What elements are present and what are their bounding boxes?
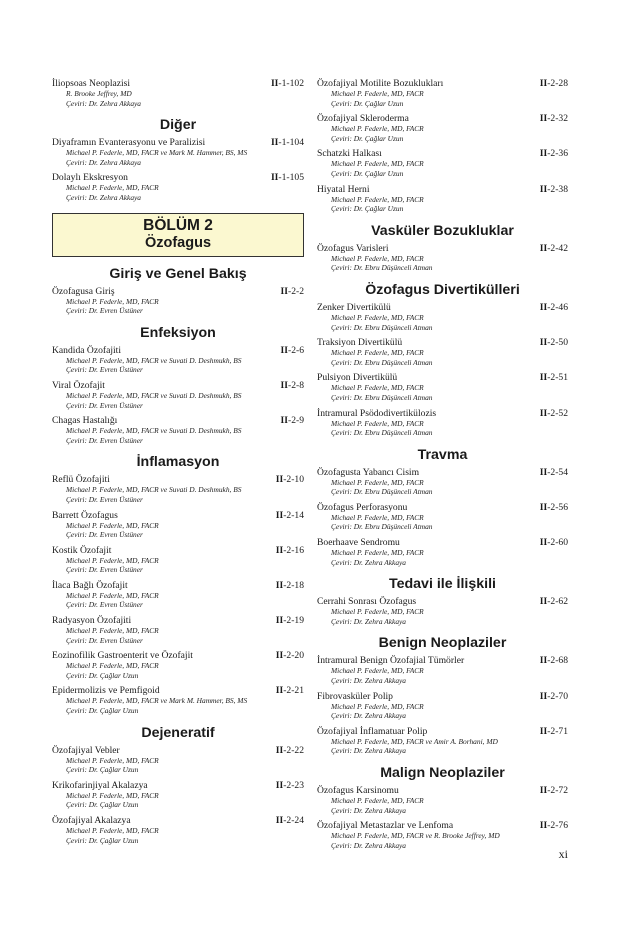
entry-title: Kandida Özofajiti (52, 344, 121, 356)
entry-title: Barrett Özofagus (52, 509, 118, 521)
toc-right-column (317, 78, 568, 855)
section-heading: Vasküler Bozukluklar (371, 222, 514, 239)
entry-page-number (270, 815, 304, 826)
entry-title: Özofajiyal Motilite Bozuklukları (317, 78, 444, 89)
page-part-prefix: II (539, 78, 548, 89)
page-number-rest: -2-60 (547, 537, 568, 549)
author-line: Michael P. Federle, MD, FACR (66, 626, 159, 636)
entry-page-number (270, 545, 304, 556)
page-number-rest: -2-50 (547, 337, 568, 349)
toc-entry-barrett-ozofagus (52, 510, 304, 540)
section-heading: Benign Neoplaziler (378, 635, 507, 652)
toc-entry-schatzki-halkasi (317, 148, 568, 178)
author-line: Michael P. Federle, MD, FACR (331, 348, 424, 358)
entry-title: Reflü Özofajiti (52, 474, 110, 486)
toc-entry-row (317, 691, 568, 702)
page-number: xi (558, 847, 568, 861)
chapter-number: BÖLÜM 2 (143, 216, 213, 234)
toc-entry-ozofajiyal-vebler (52, 745, 304, 775)
toc-entry-row (317, 78, 568, 89)
author-line: Michael P. Federle, MD, FACR (66, 826, 159, 835)
translator-line: Çeviri: Dr. Zehra Akkaya (331, 711, 406, 721)
toc-entry-row (317, 372, 568, 383)
toc-entry-row (52, 415, 304, 426)
entry-page-number (270, 745, 304, 756)
entry-page-number (534, 691, 568, 702)
section-heading: Enfeksiyon (140, 324, 216, 341)
page-number-rest: -2-32 (547, 113, 568, 125)
toc-entry-row (52, 286, 304, 297)
page-part-prefix: II (275, 544, 284, 556)
page-part-prefix: II (539, 820, 548, 832)
toc-entry-row (317, 148, 568, 159)
entry-page-number (534, 820, 568, 831)
entry-title: İntramural Benign Özofajial Tümörler (317, 655, 465, 667)
entry-title: Schatzki Halkası (317, 148, 382, 160)
entry-title: Zenker Divertikülü (317, 301, 391, 313)
toc-entry-intramural-psododivertikulozis (317, 408, 568, 438)
page-part-prefix: II (539, 655, 548, 667)
entry-title: İlaca Bağlı Özofajit (52, 579, 128, 591)
toc-entry-epidermolizis-ve-pemfigoid (52, 685, 304, 715)
page-part-prefix: II (539, 407, 548, 419)
author-line: Michael P. Federle, MD, FACR (66, 590, 159, 600)
translator-line: Çeviri: Dr. Çağlar Uzun (66, 800, 139, 810)
toc-entry-iliopsoas-neoplazisi (52, 78, 304, 108)
toc-entry-ozofagus-perforasyonu (317, 502, 568, 532)
entry-title: İntramural Psödodivertikülozis (317, 407, 437, 419)
translator-line: Çeviri: Dr. Çağlar Uzun (331, 133, 404, 143)
toc-left-column (52, 78, 304, 850)
toc-entry-traksiyon-divertikulu (317, 337, 568, 367)
page-part-prefix: II (539, 301, 548, 313)
page-part-prefix: II (275, 579, 284, 591)
entry-page-number (275, 415, 304, 426)
entry-title: Özofajiyal Akalazya (52, 815, 131, 826)
entry-page-number (275, 345, 304, 356)
page-number-rest: -2-10 (283, 474, 304, 486)
page-part-prefix: II (539, 242, 548, 254)
toc-entry-zenker-divertikulu (317, 302, 568, 332)
entry-page-number (534, 655, 568, 666)
toc-entry-row (52, 380, 304, 391)
entry-page-number (270, 685, 304, 696)
page-number-rest: -2-36 (547, 148, 568, 160)
author-line: Michael P. Federle, MD, FACR (331, 512, 424, 522)
author-line: Michael P. Federle, MD, FACR ve Suvati D. Deshmukh, BS (66, 355, 242, 365)
entry-page-number (534, 726, 568, 737)
toc-entry-row (52, 345, 304, 356)
page-number-rest: -2-23 (283, 779, 304, 791)
toc-entry-row (317, 655, 568, 666)
page-part-prefix: II (280, 379, 289, 391)
translator-line: Çeviri: Dr. Çağlar Uzun (331, 204, 404, 214)
author-line: Michael P. Federle, MD, FACR (331, 701, 424, 711)
translator-line: Çeviri: Dr. Çağlar Uzun (331, 98, 404, 108)
page-part-prefix: II (539, 785, 548, 796)
translator-line: Çeviri: Dr. Zehra Akkaya (331, 805, 406, 815)
page-part-prefix: II (275, 650, 284, 662)
chapter-name: Özofagus (144, 234, 212, 251)
page-part-prefix: II (275, 474, 284, 486)
entry-page-number (270, 615, 304, 626)
toc-entry-cerrahi-sonrasi-ozofagus (317, 596, 568, 626)
page-number-rest: -2-20 (283, 650, 304, 662)
author-line: Michael P. Federle, MD, FACR ve Suvati D. Deshmukh, BS (66, 485, 242, 495)
translator-line: Çeviri: Dr. Ebru Düşünceli Atman (331, 428, 433, 438)
translator-line: Çeviri: Dr. Ebru Düşünceli Atman (331, 392, 433, 402)
page-number-rest: -2-42 (547, 242, 568, 254)
toc-entry-radyasyon-ozofajiti (52, 615, 304, 645)
translator-line: Çeviri: Dr. Zehra Akkaya (331, 616, 406, 626)
section-heading: İnflamasyon (136, 454, 220, 471)
author-line: Michael P. Federle, MD, FACR (66, 520, 159, 530)
toc-entry-row (317, 596, 568, 607)
page-part-prefix: II (270, 172, 279, 184)
page-number-rest: -1-102 (278, 78, 304, 89)
page-number-rest: -2-38 (547, 183, 568, 195)
chapter-title-box (52, 213, 304, 257)
page-number-rest: -2-68 (547, 655, 568, 667)
toc-entry-ozofagus-karsinomu (317, 785, 568, 815)
toc-entry-row (52, 780, 304, 791)
entry-page-number (534, 502, 568, 513)
entry-title: Özofagusta Yabancı Cisim (317, 466, 420, 478)
author-line: Michael P. Federle, MD, FACR ve Mark M. Hammer, BS, MS (66, 148, 248, 158)
toc-entry-row (52, 650, 304, 661)
entry-page-number (270, 650, 304, 661)
translator-line: Çeviri: Dr. Evren Üstüner (66, 400, 143, 410)
toc-entry-row (52, 137, 304, 148)
author-line: Michael P. Federle, MD, FACR (331, 548, 424, 558)
author-line: Michael P. Federle, MD, FACR (331, 607, 424, 617)
page-number-rest: -2-6 (288, 344, 304, 356)
page-part-prefix: II (539, 725, 548, 737)
section-heading: Tedavi ile İlişkili (389, 576, 496, 593)
entry-page-number (275, 380, 304, 391)
page-part-prefix: II (539, 596, 548, 608)
page-part-prefix: II (275, 779, 284, 791)
author-line: Michael P. Federle, MD, FACR (66, 661, 159, 671)
translator-line: Çeviri: Dr. Ebru Düşünceli Atman (331, 263, 433, 273)
page-part-prefix: II (275, 615, 284, 627)
translator-line: Çeviri: Dr. Evren Üstüner (66, 600, 143, 610)
page-number-rest: -1-104 (278, 137, 304, 149)
entry-page-number (275, 286, 304, 297)
author-line: Michael P. Federle, MD, FACR (331, 666, 424, 676)
entry-page-number (270, 510, 304, 521)
entry-title: Eozinofilik Gastroenterit ve Özofajit (52, 650, 193, 662)
author-line: Michael P. Federle, MD, FACR (66, 296, 159, 306)
toc-entry-row (317, 337, 568, 348)
page-number-rest: -2-21 (283, 685, 304, 697)
entry-page-number (534, 467, 568, 478)
entry-page-number (534, 113, 568, 124)
toc-entry-hiyatal-herni (317, 184, 568, 214)
page-number-rest: -2-28 (547, 78, 568, 89)
entry-page-number (534, 243, 568, 254)
entry-page-number (265, 172, 304, 183)
toc-entry-row (52, 580, 304, 591)
page-part-prefix: II (539, 690, 548, 702)
author-line: Michael P. Federle, MD, FACR (331, 194, 424, 204)
translator-line: Çeviri: Dr. Çağlar Uzun (66, 765, 139, 775)
toc-entry-kandida-ozofajiti (52, 345, 304, 375)
translator-line: Çeviri: Dr. Zehra Akkaya (66, 98, 141, 108)
translator-line: Çeviri: Dr. Ebru Düşünceli Atman (331, 522, 433, 532)
entry-page-number (265, 137, 304, 148)
page-part-prefix: II (539, 113, 548, 125)
toc-entry-row (317, 467, 568, 478)
page-number-rest: -2-46 (547, 301, 568, 313)
entry-title: Hiyatal Herni (317, 183, 370, 195)
toc-entry-row (317, 302, 568, 313)
toc-entry-row (317, 502, 568, 513)
translator-line: Çeviri: Dr. Zehra Akkaya (66, 192, 141, 202)
toc-entry-row (52, 745, 304, 756)
section-heading: Diğer (159, 117, 197, 134)
author-line: Michael P. Federle, MD, FACR (331, 312, 424, 322)
page-number-rest: -2-72 (547, 785, 568, 796)
toc-entry-ozofajiyal-inflamatuar-polip (317, 726, 568, 756)
author-line: Michael P. Federle, MD, FACR (331, 796, 424, 805)
page-part-prefix: II (275, 509, 284, 521)
translator-line: Çeviri: Dr. Evren Üstüner (66, 494, 143, 504)
translator-line: Çeviri: Dr. Çağlar Uzun (66, 835, 139, 845)
entry-page-number (270, 780, 304, 791)
page-number-rest: -2-56 (547, 501, 568, 513)
translator-line: Çeviri: Dr. Ebru Düşünceli Atman (331, 487, 433, 497)
toc-entry-row (52, 510, 304, 521)
page-number-rest: -2-19 (283, 615, 304, 627)
toc-entry-krikofarinjiyal-akalazya (52, 780, 304, 810)
author-line: Michael P. Federle, MD, FACR (66, 755, 159, 765)
toc-entry-reflu-ozofajiti (52, 474, 304, 504)
page-number-rest: -2-14 (283, 509, 304, 521)
toc-entry-pulsiyon-divertikulu (317, 372, 568, 402)
toc-entry-row (317, 408, 568, 419)
page-part-prefix: II (280, 285, 289, 297)
entry-page-number (270, 474, 304, 485)
translator-line: Çeviri: Dr. Çağlar Uzun (331, 168, 404, 178)
entry-title: Dolaylı Ekskresyon (52, 172, 128, 184)
toc-entry-ozofagus-varisleri (317, 243, 568, 273)
translator-line: Çeviri: Dr. Çağlar Uzun (66, 706, 139, 716)
toc-entry-dolayli-ekskresyon (52, 172, 304, 202)
entry-title: Özofagus Karsinomu (317, 785, 399, 796)
page-number-rest: -2-62 (547, 596, 568, 608)
entry-title: Özofajiyal Metastazlar ve Lenfoma (317, 820, 454, 832)
page-part-prefix: II (539, 183, 548, 195)
entry-title: Cerrahi Sonrası Özofagus (317, 596, 417, 608)
entry-title: Kostik Özofajit (52, 544, 112, 556)
toc-entry-diyaframin-evanterasyonu-ve-paralizisi (52, 137, 304, 167)
page-number-rest: -2-52 (547, 407, 568, 419)
toc-entry-row (52, 685, 304, 696)
translator-line: Çeviri: Dr. Evren Üstüner (66, 365, 143, 375)
toc-entry-row (317, 820, 568, 831)
author-line: R. Brooke Jeffrey, MD (66, 89, 132, 98)
section-heading: Dejeneratif (141, 724, 215, 741)
entry-title: Özofagus Perforasyonu (317, 501, 408, 513)
entry-title: Viral Özofajit (52, 379, 105, 391)
page-part-prefix: II (280, 344, 289, 356)
entry-page-number (534, 302, 568, 313)
entry-title: Özofajiyal Skleroderma (317, 113, 409, 125)
page-number-rest: -2-51 (547, 372, 568, 384)
entry-title: Epidermolizis ve Pemfigoid (52, 685, 160, 697)
translator-line: Çeviri: Dr. Evren Üstüner (66, 635, 143, 645)
toc-entry-kostik-ozofajit (52, 545, 304, 575)
entry-page-number (534, 785, 568, 796)
author-line: Michael P. Federle, MD, FACR (331, 253, 424, 263)
translator-line: Çeviri: Dr. Zehra Akkaya (331, 676, 406, 686)
entry-title: İliopsoas Neoplazisi (52, 78, 131, 89)
toc-entry-chagas-hastaligi (52, 415, 304, 445)
toc-entry-ozofagusa-giris (52, 286, 304, 316)
translator-line: Çeviri: Dr. Çağlar Uzun (66, 670, 139, 680)
toc-entry-row (52, 815, 304, 826)
entry-title: Fibrovasküler Polip (317, 690, 393, 702)
toc-entry-intramural-benign-ozofajial-tumorler (317, 655, 568, 685)
section-heading: Malign Neoplaziler (380, 765, 505, 781)
toc-entry-row (317, 785, 568, 796)
page-part-prefix: II (275, 815, 284, 826)
author-line: Michael P. Federle, MD, FACR (331, 124, 424, 134)
entry-title: Özofagus Varisleri (317, 242, 389, 254)
page-part-prefix: II (280, 415, 289, 427)
entry-title: Özofagusa Giriş (52, 285, 115, 297)
page-number-rest: -2-18 (283, 579, 304, 591)
toc-entry-row (52, 615, 304, 626)
toc-entry-row (317, 113, 568, 124)
translator-line: Çeviri: Dr. Ebru Düşünceli Atman (331, 322, 433, 332)
author-line: Michael P. Federle, MD, FACR (331, 89, 424, 98)
translator-line: Çeviri: Dr. Evren Üstüner (66, 565, 143, 575)
section-heading: Travma (417, 446, 468, 463)
author-line: Michael P. Federle, MD, FACR (331, 418, 424, 428)
page-number-rest: -2-16 (283, 544, 304, 556)
page-number-rest: -2-2 (288, 285, 304, 297)
entry-page-number (534, 596, 568, 607)
page-part-prefix: II (539, 466, 548, 478)
toc-entry-ozofajiyal-metastazlar-ve-lenfoma (317, 820, 568, 850)
author-line: Michael P. Federle, MD, FACR (66, 183, 159, 193)
page-number-rest: -2-8 (288, 379, 304, 391)
page-part-prefix: II (539, 372, 548, 384)
entry-page-number (534, 408, 568, 419)
entry-title: Diyaframın Evanterasyonu ve Paralizisi (52, 137, 206, 149)
toc-entry-row (52, 474, 304, 485)
toc-entry-ozofajiyal-akalazya (52, 815, 304, 845)
entry-page-number (265, 78, 304, 89)
author-line: Michael P. Federle, MD, FACR ve Suvati D. Deshmukh, BS (66, 390, 242, 400)
page-part-prefix: II (275, 685, 284, 697)
toc-entry-ozofajiyal-skleroderma (317, 113, 568, 143)
translator-line: Çeviri: Dr. Zehra Akkaya (66, 157, 141, 167)
section-heading: Giriş ve Genel Bakış (109, 265, 247, 282)
toc-entry-row (52, 545, 304, 556)
page-number-rest: -2-9 (288, 415, 304, 427)
page-number-rest: -2-76 (547, 820, 568, 832)
page-part-prefix: II (539, 148, 548, 160)
toc-entry-row (317, 184, 568, 195)
toc-entry-viral-ozofajit (52, 380, 304, 410)
translator-line: Çeviri: Dr. Evren Üstüner (66, 530, 143, 540)
toc-entry-ilaca-bagli-ozofajit (52, 580, 304, 610)
page-number-rest: -2-70 (547, 690, 568, 702)
translator-line: Çeviri: Dr. Evren Üstüner (66, 435, 143, 445)
toc-entry-boerhaave-sendromu (317, 537, 568, 567)
page-part-prefix: II (539, 537, 548, 549)
translator-line: Çeviri: Dr. Zehra Akkaya (331, 746, 406, 756)
entry-page-number (534, 337, 568, 348)
entry-page-number (534, 148, 568, 159)
entry-title: Özofajiyal Vebler (52, 744, 120, 756)
author-line: Michael P. Federle, MD, FACR (66, 555, 159, 565)
toc-entry-row (52, 172, 304, 183)
toc-entry-row (317, 243, 568, 254)
toc-entry-ozofagusta-yabanci-cisim (317, 467, 568, 497)
page-number-rest: -2-24 (283, 815, 304, 826)
page-number-rest: -1-105 (278, 172, 304, 184)
page-part-prefix: II (539, 337, 548, 349)
entry-title: Pulsiyon Divertikülü (317, 372, 398, 384)
toc-entry-ozofajiyal-motilite-bozukluklari (317, 78, 568, 108)
entry-title: Krikofarinjiyal Akalazya (52, 779, 148, 791)
entry-title: Boerhaave Sendromu (317, 537, 400, 549)
page-number-rest: -2-22 (283, 744, 304, 756)
entry-page-number (534, 537, 568, 548)
page-part-prefix: II (270, 78, 279, 89)
author-line: Michael P. Federle, MD, FACR ve Suvati D. Deshmukh, BS (66, 426, 242, 436)
toc-entry-row (52, 78, 304, 89)
page-number-rest: -2-54 (547, 466, 568, 478)
toc-entry-fibrovaskuler-polip (317, 691, 568, 721)
toc-entry-row (317, 726, 568, 737)
author-line: Michael P. Federle, MD, FACR ve R. Brooke Jeffrey, MD (331, 831, 500, 841)
author-line: Michael P. Federle, MD, FACR ve Amir A. Borhani, MD (331, 736, 498, 746)
author-line: Michael P. Federle, MD, FACR (66, 790, 159, 800)
toc-entry-eozinofilik-gastroenterit-ve-ozofajit (52, 650, 304, 680)
entry-title: Traksiyon Divertikülü (317, 337, 403, 349)
page-number-rest: -2-71 (547, 725, 568, 737)
entry-page-number (534, 372, 568, 383)
translator-line: Çeviri: Dr. Evren Üstüner (66, 306, 143, 316)
entry-page-number (534, 184, 568, 195)
author-line: Michael P. Federle, MD, FACR (331, 477, 424, 487)
entry-page-number (534, 78, 568, 89)
entry-title: Chagas Hastalığı (52, 415, 118, 427)
page-part-prefix: II (275, 744, 284, 756)
author-line: Michael P. Federle, MD, FACR (331, 383, 424, 393)
page-part-prefix: II (270, 137, 279, 149)
translator-line: Çeviri: Dr. Ebru Düşünceli Atman (331, 357, 433, 367)
author-line: Michael P. Federle, MD, FACR ve Mark M. Hammer, BS, MS (66, 696, 248, 706)
section-heading: Özofagus Divertikülleri (365, 281, 520, 298)
toc-entry-row (317, 537, 568, 548)
entry-page-number (270, 580, 304, 591)
page-part-prefix: II (539, 501, 548, 513)
translator-line: Çeviri: Dr. Zehra Akkaya (331, 840, 406, 850)
entry-title: Radyasyon Özofajiti (52, 615, 132, 627)
translator-line: Çeviri: Dr. Zehra Akkaya (331, 557, 406, 567)
entry-title: Özofajiyal İnflamatuar Polip (317, 725, 428, 737)
author-line: Michael P. Federle, MD, FACR (331, 159, 424, 169)
